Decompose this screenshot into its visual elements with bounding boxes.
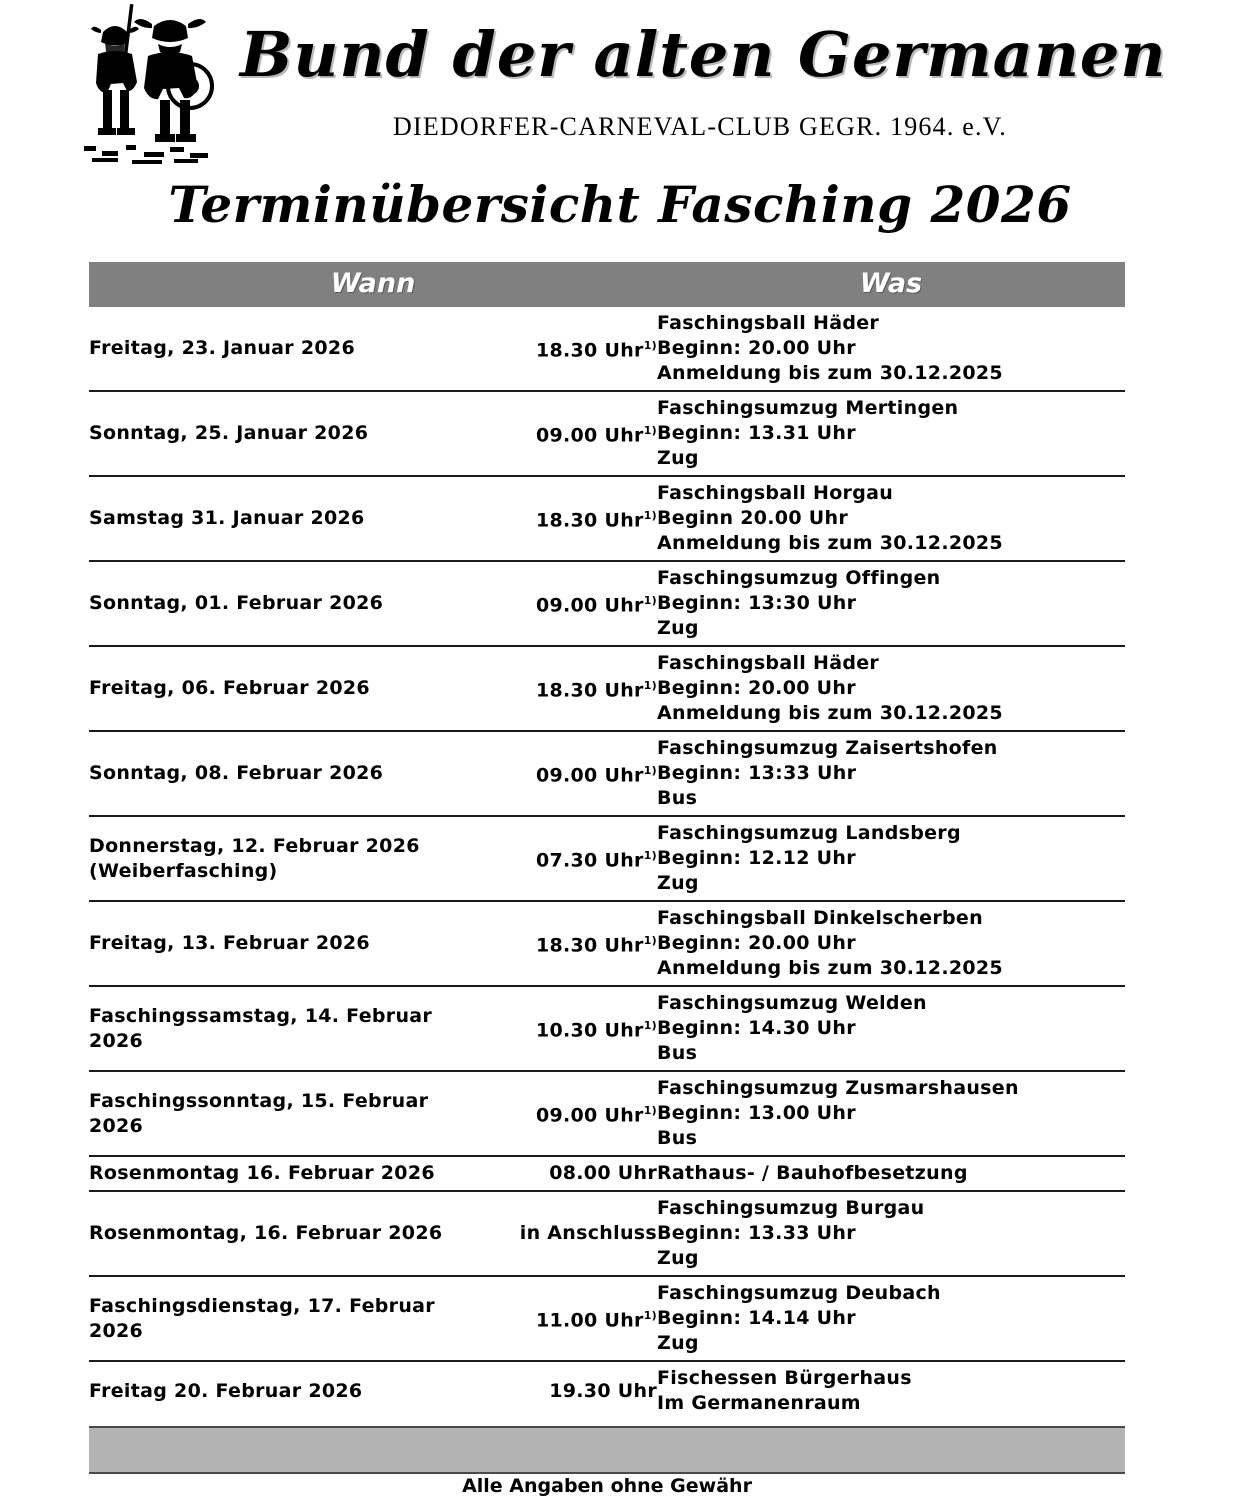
time-footnote-marker: 1)	[643, 1104, 657, 1118]
what-line: Faschingsumzug Deubach	[657, 1282, 941, 1304]
what-line: Beginn: 13.31 Uhr	[657, 422, 856, 444]
cell-when	[89, 816, 489, 901]
cell-what	[657, 391, 1125, 476]
what-line: Faschingsumzug Zusmarshausen	[657, 1077, 1019, 1099]
what-line: Fischessen Bürgerhaus	[657, 1367, 912, 1389]
club-name-heading: Bund der alten Germanen	[240, 18, 1167, 91]
time-value: 18.30 Uhr	[535, 339, 644, 362]
what-line: Faschingsball Häder	[657, 312, 880, 334]
cell-when	[89, 646, 489, 731]
time-footnote-marker: 1)	[643, 594, 657, 608]
table-row	[89, 986, 1125, 1071]
table-row	[89, 731, 1125, 816]
schedule-table-wrapper	[89, 262, 1125, 1420]
cell-what	[657, 1071, 1125, 1156]
when-line: (Weiberfasching)	[89, 859, 278, 882]
what-line: Im Germanenraum	[657, 1392, 861, 1414]
when-line: Faschingsdienstag, 17. Februar 2026	[89, 1294, 435, 1342]
time-footnote-marker: 1)	[643, 1309, 657, 1323]
time-value: 19.30 Uhr	[549, 1379, 657, 1402]
cell-time	[489, 1276, 657, 1361]
table-row	[89, 901, 1125, 986]
cell-when	[89, 986, 489, 1071]
cell-time	[489, 901, 657, 986]
cell-when	[89, 901, 489, 986]
what-line: Faschingsumzug Burgau	[657, 1197, 925, 1219]
cell-what	[657, 307, 1125, 391]
when-line: Rosenmontag, 16. Februar 2026	[89, 1222, 443, 1244]
time-footnote-marker: 1)	[643, 679, 657, 693]
what-line: Beginn: 14.30 Uhr	[657, 1017, 856, 1039]
cell-time	[489, 561, 657, 646]
what-line: Bus	[657, 1042, 698, 1064]
what-line: Beginn: 20.00 Uhr	[657, 932, 856, 954]
what-line: Beginn: 13:33 Uhr	[657, 762, 857, 784]
cell-when	[89, 476, 489, 561]
cell-time	[489, 391, 657, 476]
cell-what	[657, 646, 1125, 731]
time-footnote-marker: 1)	[643, 849, 657, 863]
what-line: Zug	[657, 872, 699, 894]
cell-when	[89, 307, 489, 391]
time-value: 18.30 Uhr	[535, 509, 644, 532]
footer-gray-bar	[89, 1426, 1125, 1474]
what-line: Beginn: 12.12 Uhr	[657, 847, 856, 869]
document-header	[0, 0, 1240, 172]
time-value: 08.00 Uhr	[549, 1162, 657, 1184]
what-line: Zug	[657, 447, 699, 469]
when-line: Sonntag, 08. Februar 2026	[89, 762, 384, 784]
what-line: Zug	[657, 1332, 699, 1354]
table-row	[89, 646, 1125, 731]
time-value: 09.00 Uhr	[535, 424, 644, 447]
table-row	[89, 1156, 1125, 1191]
when-line: Faschingssamstag, 14. Februar 2026	[89, 1004, 433, 1052]
what-line: Faschingsumzug Zaisertshofen	[657, 737, 998, 759]
when-line: Samstag 31. Januar 2026	[89, 507, 365, 529]
cell-time	[489, 1191, 657, 1276]
cell-what	[657, 1276, 1125, 1361]
when-line: Sonntag, 25. Januar 2026	[89, 422, 369, 444]
what-line: Faschingsumzug Offingen	[657, 567, 941, 589]
when-line: Rosenmontag 16. Februar 2026	[89, 1162, 435, 1184]
time-value: 11.00 Uhr	[535, 1309, 644, 1332]
time-value: 09.00 Uhr	[535, 1104, 644, 1127]
when-line: Freitag, 13. Februar 2026	[89, 932, 370, 954]
time-value: 09.00 Uhr	[535, 764, 644, 787]
cell-when	[89, 1191, 489, 1276]
table-row	[89, 1276, 1125, 1361]
what-line: Beginn: 13.00 Uhr	[657, 1102, 856, 1124]
time-value: 18.30 Uhr	[535, 934, 644, 957]
cell-time	[489, 986, 657, 1071]
table-row	[89, 1071, 1125, 1156]
when-line: Freitag, 06. Februar 2026	[89, 677, 370, 699]
when-line: Faschingssonntag, 15. Februar 2026	[89, 1089, 429, 1137]
cell-what	[657, 476, 1125, 561]
time-footnote-marker: 1)	[643, 339, 657, 353]
what-line: Beginn: 13.33 Uhr	[657, 1222, 856, 1244]
table-row	[89, 391, 1125, 476]
time-value: 18.30 Uhr	[535, 679, 644, 702]
what-line: Faschingsumzug Landsberg	[657, 822, 961, 844]
table-row	[89, 816, 1125, 901]
cell-when	[89, 1361, 489, 1420]
what-line: Anmeldung bis zum 30.12.2025	[657, 957, 1003, 979]
what-line: Zug	[657, 1247, 699, 1269]
cell-what	[657, 816, 1125, 901]
table-row	[89, 476, 1125, 561]
page-title: Terminübersicht Fasching 2026	[168, 175, 1072, 234]
column-header-what: Was	[657, 262, 1125, 307]
footer-cut-text: Alle Angaben ohne Gewähr	[462, 1475, 752, 1497]
table-header	[89, 262, 1125, 307]
table-row	[89, 561, 1125, 646]
club-subtitle: DIEDORFER-CARNEVAL-CLUB GEGR. 1964. e.V.	[393, 112, 1007, 141]
time-footnote-marker: 1)	[643, 764, 657, 778]
time-value: 10.30 Uhr	[535, 1019, 644, 1042]
what-line: Faschingsumzug Mertingen	[657, 397, 959, 419]
time-footnote-marker: 1)	[643, 509, 657, 523]
cell-when	[89, 731, 489, 816]
cell-what	[657, 901, 1125, 986]
what-line: Bus	[657, 787, 698, 809]
when-line: Donnerstag, 12. Februar 2026	[89, 834, 420, 857]
cell-what	[657, 731, 1125, 816]
cell-when	[89, 1276, 489, 1361]
what-line: Anmeldung bis zum 30.12.2025	[657, 362, 1003, 384]
what-line: Anmeldung bis zum 30.12.2025	[657, 702, 1003, 724]
cell-what	[657, 561, 1125, 646]
when-line: Freitag 20. Februar 2026	[89, 1379, 363, 1402]
time-footnote-marker: 1)	[643, 934, 657, 948]
what-line: Beginn: 14.14 Uhr	[657, 1307, 856, 1329]
cell-what	[657, 1156, 1125, 1191]
what-line: Faschingsball Dinkelscherben	[657, 907, 983, 929]
cell-when	[89, 1156, 489, 1191]
cell-what	[657, 1191, 1125, 1276]
time-value: 07.30 Uhr	[535, 849, 644, 872]
what-line: Bus	[657, 1127, 698, 1149]
table-row	[89, 1361, 1125, 1420]
when-line: Freitag, 23. Januar 2026	[89, 337, 355, 359]
schedule-table	[89, 262, 1125, 1420]
table-row	[89, 1191, 1125, 1276]
what-line: Rathaus- / Bauhofbesetzung	[657, 1162, 968, 1184]
what-line: Beginn: 20.00 Uhr	[657, 337, 856, 359]
cell-time	[489, 476, 657, 561]
what-line: Beginn: 20.00 Uhr	[657, 677, 856, 699]
cell-time	[489, 1071, 657, 1156]
table-body	[89, 307, 1125, 1420]
time-footnote-marker: 1)	[643, 424, 657, 438]
when-line: Sonntag, 01. Februar 2026	[89, 592, 384, 614]
cell-time	[489, 1156, 657, 1191]
club-crest-logo	[70, 4, 220, 169]
what-line: Faschingsumzug Welden	[657, 992, 927, 1014]
cell-when	[89, 1071, 489, 1156]
time-footnote-marker: 1)	[643, 1019, 657, 1033]
cell-time	[489, 307, 657, 391]
what-line: Beginn: 13:30 Uhr	[657, 592, 857, 614]
what-line: Anmeldung bis zum 30.12.2025	[657, 532, 1003, 554]
time-value: 09.00 Uhr	[535, 594, 644, 617]
cell-time	[489, 816, 657, 901]
what-line: Faschingsball Häder	[657, 652, 880, 674]
cell-when	[89, 561, 489, 646]
what-line: Zug	[657, 617, 699, 639]
what-line: Beginn 20.00 Uhr	[657, 507, 848, 529]
cell-what	[657, 1361, 1125, 1420]
time-value: in Anschluss	[519, 1222, 657, 1244]
cell-what	[657, 986, 1125, 1071]
what-line: Faschingsball Horgau	[657, 482, 894, 504]
table-header-row	[89, 262, 1125, 307]
table-row	[89, 307, 1125, 391]
column-header-when: Wann	[89, 262, 657, 307]
cell-when	[89, 391, 489, 476]
cell-time	[489, 1361, 657, 1420]
cell-time	[489, 731, 657, 816]
cell-time	[489, 646, 657, 731]
